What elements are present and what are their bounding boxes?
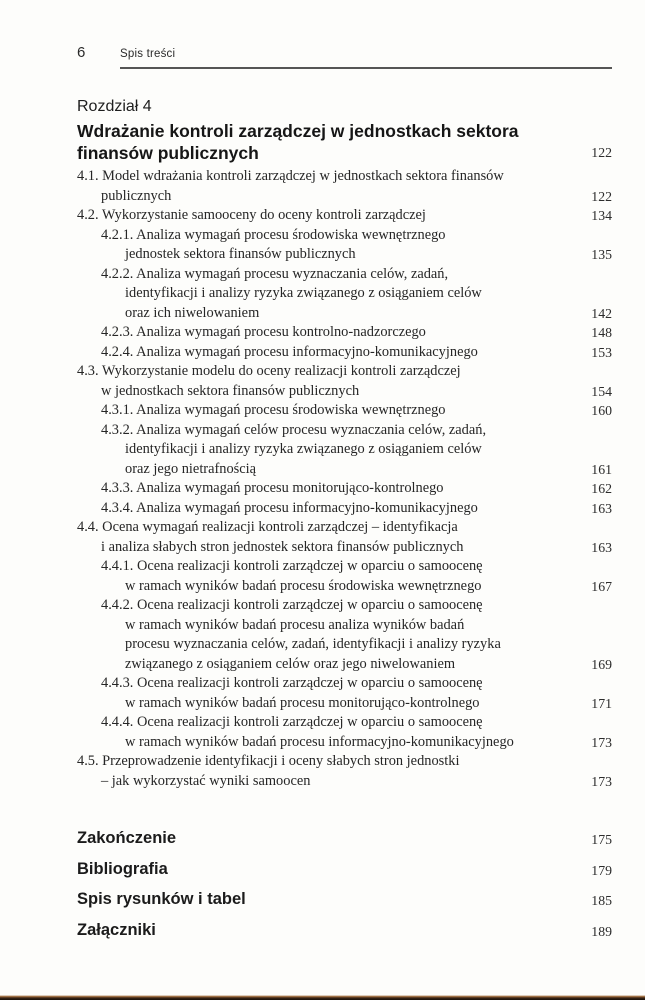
toc-entry-4-4-1 (77, 557, 612, 596)
toc-entry-line: 4.3. Wykorzystanie modelu do oceny realizacji kontroli zarządczej (77, 363, 461, 379)
toc-entry-line: 4.4.1. Ocena realizacji kontroli zarządczej w oparciu o samoocenę (101, 558, 483, 574)
backmatter-page-number: 179 (591, 862, 612, 878)
toc-entry-text (77, 557, 574, 596)
toc-entry-page-number: 162 (591, 481, 612, 496)
toc-entry-line: 4.2.1. Analiza wymagań procesu środowiska wewnętrznego (101, 226, 446, 243)
toc-entry-page-number: 161 (591, 461, 612, 477)
toc-entry-4-3-4 (77, 499, 612, 519)
toc-entry-line: – jak wykorzystać wyniki samoocen (101, 772, 311, 789)
toc-entry-line: 4.4.3. Ocena realizacji kontroli zarządczej w oparciu o samoocenę (101, 675, 483, 691)
folio-page-number: 6 (77, 44, 86, 61)
toc-entry-text (77, 226, 574, 265)
toc-entry-4-4 (77, 518, 612, 557)
backmatter-list (77, 830, 612, 941)
toc-entry-page-number: 142 (591, 305, 612, 321)
toc-entry-4-4-4 (77, 713, 612, 752)
toc-entry-4-4-3 (77, 674, 612, 713)
toc-entry-line: w jednostkach sektora finansów publicznych (101, 382, 360, 399)
backmatter-row-bibliografia (77, 861, 612, 881)
toc-entry-line: w ramach wyników badań procesu informacyjno-komunikacyjnego (125, 733, 514, 750)
toc-entry-line: 4.3.3. Analiza wymagań procesu monitorująco-kontrolnego (101, 480, 444, 496)
toc-entry-4-1 (77, 167, 612, 206)
toc-entry-4-3-1 (77, 401, 612, 421)
toc-entry-line: publicznych (101, 187, 172, 204)
toc-entry-4-5 (77, 752, 612, 791)
toc-entry-line: identyfikacji i analizy ryzyka związanego z osiąganiem celów (125, 441, 482, 457)
running-header-rule (120, 48, 612, 69)
backmatter-label: Spis rysunków i tabel (77, 890, 246, 908)
chapter-title-line: Wdrażanie kontroli zarządczej w jednostkach sektora (77, 121, 519, 141)
chapter-page-number: 122 (591, 145, 612, 160)
toc-entry-page-number: 163 (591, 539, 612, 555)
toc-entry-page-number: 134 (591, 208, 612, 223)
toc-entry-line: jednostek sektora finansów publicznych (125, 246, 356, 262)
toc-entry-line: w ramach wyników badań procesu monitorująco-kontrolnego (125, 694, 480, 711)
toc-entry-page-number: 154 (591, 383, 612, 399)
toc-entry-line: 4.2.4. Analiza wymagań procesu informacyjno-komunikacyjnego (101, 343, 478, 360)
toc-entry-line: procesu wyznaczania celów, zadań, identyfikacji i analizy ryzyka (125, 636, 501, 652)
toc-entry-text (77, 499, 574, 519)
toc-entry-line: 4.1. Model wdrażania kontroli zarządczej w jednostkach sektora finansów (77, 168, 504, 184)
backmatter-row-zakonczenie (77, 830, 612, 850)
toc-entry-text (77, 362, 574, 401)
toc-entry-4-3-2 (77, 421, 612, 480)
scan-bottom-edge (0, 995, 645, 1000)
toc-entry-4-4-2 (77, 596, 612, 674)
toc-entry-page-number: 173 (591, 773, 612, 789)
backmatter-row-spis-rysunkow (77, 891, 612, 911)
running-header (77, 44, 612, 69)
chapter-title-row (77, 120, 612, 164)
toc-entry-4-3-3 (77, 479, 612, 499)
toc-list (77, 167, 612, 791)
toc-entry-4-2-4 (77, 343, 612, 363)
toc-entry-line: związanego z osiąganiem celów oraz jego niwelowaniem (125, 655, 456, 672)
toc-entry-line: oraz jego nietrafnością (125, 460, 257, 477)
toc-entry-text (77, 323, 574, 343)
running-header-title: Spis treści (120, 48, 176, 60)
toc-entry-text (77, 674, 574, 713)
toc-entry-line: 4.2.3. Analiza wymagań procesu kontrolno-nadzorczego (101, 324, 426, 340)
toc-entry-page-number: 167 (591, 578, 612, 594)
backmatter-label: Zakończenie (77, 829, 177, 847)
toc-entry-page-number: 148 (591, 325, 612, 340)
chapter-heading (77, 98, 612, 164)
toc-entry-page-number: 173 (591, 734, 612, 750)
toc-entry-line: w ramach wyników badań procesu środowiska wewnętrznego (125, 577, 482, 594)
backmatter-page-number: 185 (591, 893, 612, 908)
toc-entry-text (77, 343, 574, 363)
backmatter-page-number: 189 (591, 923, 612, 939)
toc-entry-page-number: 160 (591, 403, 612, 418)
backmatter-page-number: 175 (591, 832, 612, 847)
toc-entry-line: 4.5. Przeprowadzenie identyfikacji i oceny słabych stron jednostki (77, 753, 460, 769)
toc-entry-text (77, 596, 574, 674)
chapter-title-line: finansów publicznych (77, 143, 259, 163)
toc-entry-line: w ramach wyników badań procesu analiza wyników badań (125, 616, 465, 633)
chapter-title (77, 120, 574, 164)
backmatter-label: Bibliografia (77, 859, 168, 878)
toc-entry-page-number: 163 (591, 500, 612, 516)
toc-entry-line: 4.3.1. Analiza wymagań procesu środowiska wewnętrznego (101, 402, 446, 418)
toc-entry-4-2-2 (77, 265, 612, 324)
toc-entry-text (77, 713, 574, 752)
toc-entry-line: 4.2.2. Analiza wymagań procesu wyznaczania celów, zadań, (101, 265, 449, 282)
toc-entry-line: identyfikacji i analizy ryzyka związanego z osiąganiem celów (125, 285, 482, 301)
toc-entry-text (77, 265, 574, 324)
toc-entry-line: 4.3.2. Analiza wymagań celów procesu wyznaczania celów, zadań, (101, 421, 487, 438)
toc-entry-line: 4.4.4. Ocena realizacji kontroli zarządczej w oparciu o samoocenę (101, 714, 483, 730)
backmatter-label: Załączniki (77, 920, 156, 939)
toc-entry-line: 4.4. Ocena wymagań realizacji kontroli zarządczej – identyfikacja (77, 519, 458, 535)
backmatter-row-zalaczniki (77, 922, 612, 942)
toc-entry-line: i analiza słabych stron jednostek sektora finansów publicznych (101, 538, 464, 555)
toc-entry-text (77, 518, 574, 557)
toc-entry-text (77, 752, 574, 791)
toc-entry-text (77, 479, 574, 499)
toc-entry-line: oraz ich niwelowaniem (125, 304, 260, 321)
chapter-label: Rozdział 4 (77, 98, 152, 115)
toc-entry-text (77, 206, 574, 226)
toc-entry-4-2 (77, 206, 612, 226)
toc-entry-text (77, 167, 574, 206)
toc-entry-4-2-3 (77, 323, 612, 343)
toc-entry-4-3 (77, 362, 612, 401)
toc-entry-line: 4.3.4. Analiza wymagań procesu informacyjno-komunikacyjnego (101, 499, 478, 516)
toc-entry-line: 4.4.2. Ocena realizacji kontroli zarządczej w oparciu o samoocenę (101, 597, 483, 613)
toc-entry-page-number: 171 (591, 695, 612, 711)
toc-entry-text (77, 421, 574, 480)
toc-entry-text (77, 401, 574, 421)
toc-entry-4-2-1 (77, 226, 612, 265)
toc-entry-page-number: 122 (591, 188, 612, 204)
toc-entry-page-number: 169 (591, 656, 612, 672)
toc-entry-line: 4.2. Wykorzystanie samooceny do oceny kontroli zarządczej (77, 207, 426, 223)
toc-entry-page-number: 135 (591, 247, 612, 262)
toc-entry-page-number: 153 (591, 344, 612, 360)
